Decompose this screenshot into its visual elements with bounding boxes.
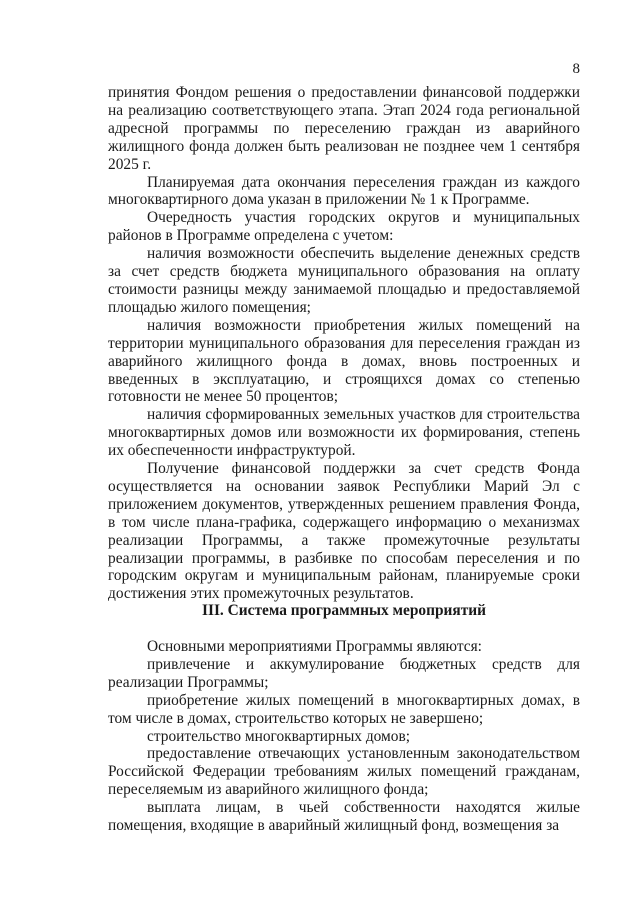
- paragraph: выплата лицам, в чьей собственности находятся жилые помещения, входящие в аварийный жилищный фонд, возмещения за: [108, 799, 580, 835]
- paragraph: приобретение жилых помещений в многоквартирных домах, в том числе в домах, строительство которых не завершено;: [108, 691, 580, 727]
- page-number: 8: [572, 61, 580, 77]
- paragraph: наличия сформированных земельных участков для строительства многоквартирных домов или возможности их формирования, степень их обеспеченности инфраструктурой.: [108, 406, 580, 460]
- paragraph: строительство многоквартирных домов;: [147, 727, 411, 745]
- paragraph: привлечение и аккумулирование бюджетных средств для реализации Программы;: [108, 655, 580, 691]
- paragraph: предоставление отвечающих установленным законодательством Российской Федерации требованиям жилых помещений гражданам, переселяемым из аварийного жилищного фонда;: [108, 745, 580, 799]
- paragraph: Основными мероприятиями Программы являются:: [147, 638, 482, 655]
- body-text-bottom: [108, 638, 580, 835]
- paragraph: Очередность участия городских округов и муниципальных районов в Программе определена с учетом:: [108, 209, 580, 245]
- paragraph: Планируемая дата окончания переселения граждан из каждого многоквартирного дома указан в приложении № 1 к Программе.: [108, 173, 580, 209]
- body-text-top: [108, 84, 580, 603]
- paragraph: наличия возможности приобретения жилых помещений на территории муниципального образования для переселения граждан из аварийного жилищного фонда в домах, вновь построенных и введенных в эксплуатацию, и строящихся домах со степенью готовности не менее 50 процентов;: [108, 316, 580, 406]
- paragraph: наличия возможности обеспечить выделение денежных средств за счет средств бюджета муниципального образования на оплату стоимости разницы между занимаемой площадью и предоставляемой площадью жилого помещения;: [108, 245, 580, 316]
- paragraph: принятия Фондом решения о предоставлении финансовой поддержки на реализацию соответствующего этапа. Этап 2024 года региональной адресной программы по переселению граждан из аварийного жилищного фонда должен быть реализован не позднее чем 1 сентября 2025 г.: [108, 84, 580, 173]
- paragraph: Получение финансовой поддержки за счет средств Фонда осуществляется на основании заявок Республики Марий Эл с приложением документов, утвержденных решением правления Фонда, в том числе плана-графика, содержащего информацию о механизмах реализации Программы, а также промежуточные результаты реализации программы, в разбивке по способам переселения и по городским округам и муниципальным районам, планируемые сроки достижения этих промежуточных результатов.: [108, 460, 580, 603]
- section-heading: III. Система программных мероприятий: [201, 602, 487, 619]
